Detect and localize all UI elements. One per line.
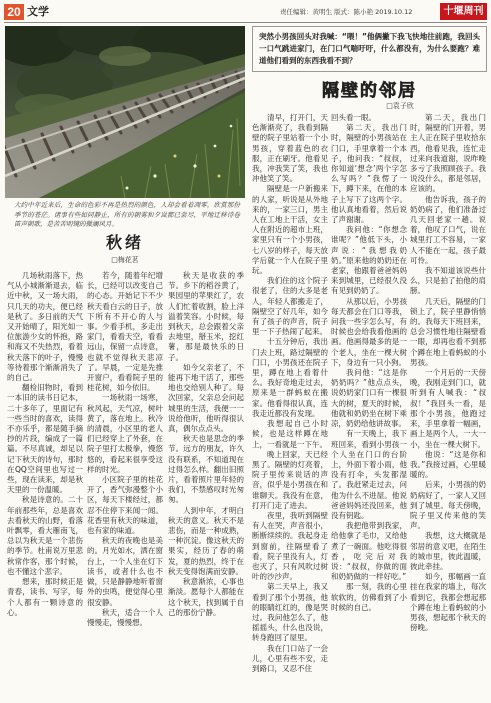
article-title: 隔壁的邻居 bbox=[322, 81, 417, 101]
paragraph: 秋天的夜晚也是美的。月光如水，洒在窗台上，一个人坐在灯下读书，或者什么也不做，只是静静地听着窗外的虫鸣，便觉得心里很安静。 bbox=[87, 536, 163, 607]
paragraph: 我们住的这个院子很老了，住的大多是老人，年轻人都搬走了，隔壁空了好几年，如今有了孩子的声音，院子里一下子热闹了起来。 bbox=[252, 276, 328, 337]
paragraph: 我在门口站了一会儿，心里有些不安，走到路口，又忍不住 bbox=[252, 643, 328, 673]
paragraph: 如今，那幅画一直挂在我家的墙上，每次看到它，我都会想起那个蹲在地上看蚂蚁的小男孩，想起那个秋天的傍晚。 bbox=[410, 572, 486, 633]
editor-info: 责任编辑：黄明生 版式：陈小艳 2019.10.12 bbox=[280, 8, 413, 16]
paragraph: 一个月后的一天傍晚，我刚走到门口，就听到有人喊我：“叔叔！”我回头一看，是那个小男孩，他跑过来，手里拿着一幅画，画上是两个人，一大一小，坐在一棵大树下。 bbox=[410, 368, 486, 449]
paragraph: 回头看一眼。 bbox=[331, 113, 376, 122]
publication-masthead: 十堰周刊 bbox=[440, 3, 487, 20]
paragraph: 我把他带到我家，给他拿了毛巾，又给他煮了一碗面。他吃得很香，吃完后对我说：“叔叔，你做的面和奶奶做的一样好吃。” bbox=[331, 521, 407, 582]
paragraph: 若今，随着年纪增长，已经可以改变自己的心态。开始记下不少秋天看白云的日子，放下所有不开心的人与事。少看手机，多走出家门，看看天空，看看远山，保留一点诗意，也就不觉得秋天悲凉了。早晨，一定是先推开窗户，看看院子里的桂花树，如今依旧。 bbox=[87, 271, 163, 393]
paragraph: 第二天，我出门时，隔壁的门开着，男主人正在院子里收拾东西，他看见我，连忙走过来向我道谢，说昨晚多亏了我照顾孩子。我说没什么，都是邻居，应该的。 bbox=[410, 113, 486, 194]
paragraph: 晚上回家，天已经黑了。隔壁的灯亮着，院子里传来说话的声音，似乎是小男孩在和谁聊天。我没有在意，打开门走了进去。 bbox=[252, 449, 328, 510]
paragraph: 我问他：“这是你奶奶吗？”他点点头，说奶奶家门口有一棵很大的树，夏天的时候，他就和奶奶坐在树下乘凉，奶奶给他讲故事。 bbox=[331, 368, 407, 429]
paragraph: 人到中年，才明白秋天的意义。秋天不是悲伤，而是一种成熟，一种沉淀。像这秋天的果实，经历了春的萌发，夏的热烈，终于在秋天变得饱满而安静。 bbox=[168, 505, 244, 576]
paragraph: 清早，打开门，天色渐渐亮了，我看到隔壁的院子里站着一个小男孩，穿着蓝色的衣服，正在刷牙。他看见我，冲我笑了笑，我也冲他笑了笑。 bbox=[252, 113, 328, 184]
paragraph: 我问他：“你想念谁呢？”他低下头，小声说：“我想我奶奶。”原来他的奶奶还在老家，他跟着爸爸妈妈来到城里，已经很久没有见到奶奶了。 bbox=[331, 225, 407, 296]
paragraph: 有一天晚上，我下班回来，看到小男孩一个人坐在门口的台阶上，外面下着小雨，他没有打伞，头发都湿了。我赶紧走过去，问他为什么不进屋。他说爸爸妈妈还没回来，他没有钥匙。 bbox=[331, 429, 407, 520]
railway-photo bbox=[5, 26, 245, 198]
paragraph: 小区院子里的桂花开了，香气弥漫整个小区，每天下楼经过，都忍不住停下来闻一闻。花香里有秋天的味道，也有家的味道。 bbox=[87, 475, 163, 536]
paragraph: 秋是诗意的。二十年前那些年，总是喜欢去看秋天的山野，看落叶飘零，看大雁南飞，总以为秋天是一个悲伤的季节。杜甫说万里悲秋常作客，那个时候，也不懂这个悲字。 bbox=[7, 495, 83, 576]
article-column bbox=[331, 113, 407, 699]
paragraph: 秋天是收获的季节。乡下的稻谷黄了，果园里的苹果红了，农人们忙着收割，脸上洋溢着笑容。小时候，每到秋天，总会跟着父亲去地里，掰玉米，挖红薯，那是最快乐的日子。 bbox=[168, 271, 244, 362]
paragraph: 隔壁是一户新搬来的人家，听说是从外地来的，一家三口，男主人在工地上干活，女主人在附近的超市上班，家里只有一个小男孩，七八岁的样子，每天放学后就一个人在院子里玩。 bbox=[252, 184, 328, 276]
paragraph: 一场秋雨一场寒，秋风起，天气凉，树叶黄了，落在地上。秋冷的清晨，小区里的老人们已经穿上了外套，在院子里打太极拳，慢悠悠的，看起来很享受这样的时光。 bbox=[87, 393, 163, 474]
paragraph: 翻检旧物时，看到一本旧的读书日记本，二十多年了，里面记有一些当时的喜欢，读得不亦乐乎，都是随手摘抄的片段，编成了一篇篇。不尽真诚，却足以记下秋天的诗句，那时在QQ空间里也写过一些，现在读来，却是秋天里的一份温暖。 bbox=[7, 383, 83, 495]
article-author: □梅花茗 bbox=[111, 256, 139, 264]
section-label: 文学 bbox=[27, 5, 49, 18]
paragraph: 十五分钟后，我出门去上班，路过隔壁的门口，小男孩还在院子里，蹲在地上看着什么。我好奇地走过去，原来是一群蚂蚁在搬家。他看得很认真，连我走近都没有发现。 bbox=[252, 337, 328, 418]
paragraph: 几场秋雨落下，热气从小城渐渐退去，临近中秋，又一场大雨，只几天的功夫，便已经是秋了。多日前的天气又开始晴了，阳光如一位旅游少女的怀抱，路和海又不失热烈，看着秋天落下的叶子，慢慢等待着那个渐渐消失了的自己。 bbox=[7, 271, 83, 383]
article-column bbox=[87, 271, 163, 698]
article-column bbox=[7, 271, 83, 698]
paragraph: 我想起自己小时候，也是这样蹲在地上，一看就是一下午。 bbox=[252, 419, 328, 449]
paragraph: 如今父亲老了，不能再下地干活了，那些地也交给别人种了。每次回家，父亲总会问起城里的生活，我便一一说给他听，他听得很认真，偶尔点点头。 bbox=[168, 362, 244, 434]
paragraph: 我不知道该说些什么，只是拍了拍他的肩膀。 bbox=[410, 266, 486, 296]
paragraph: 从那以后，小男孩每天都会在门口等我，问我一些字怎么写，有时候也会给我看他画的画。他画得最多的是一个老人，坐在一棵大树下，身边有一只小狗。 bbox=[331, 296, 407, 367]
paragraph: 秋天，适合一个人慢慢走，慢慢想。 bbox=[87, 607, 163, 627]
header-rule bbox=[4, 22, 487, 23]
paragraph: 我想，这大概就是邻居的意义吧，在陌生的城市里，彼此温暖，彼此牵挂。 bbox=[410, 531, 486, 571]
paragraph: 后来，小男孩的奶奶病好了，一家人又回到了城里。每天傍晚，院子里又传来他的笑声。 bbox=[410, 480, 486, 531]
paragraph: 秋意渐浓，心事也渐淡。愿每个人都能在这个秋天，找到属于自己的那份宁静。 bbox=[168, 577, 244, 617]
page-number-badge: 20 bbox=[4, 4, 24, 20]
paragraph: 他告诉我，孩子的奶奶病了，他们准备过几天回老家一趟。说着，他叹了口气，说在城里打工不容易，一家人不能在一起，孩子最可怜。 bbox=[410, 194, 486, 265]
article-intro-box: 突然小男孩回头对我喊：“喂！”他俩撇下我飞快地往前跑，我回头一口气跳进家门，在门口气喘吁吁，什么都没有，为什么要跑？难道他们看到的东西我看不到？ bbox=[252, 26, 487, 72]
paragraph: 秋天也是思念的季节。远方的朋友，许久没有联系，不知道现在过得怎么样。翻出旧照片，看着照片里年轻的我们，不禁感叹时光匆匆。 bbox=[168, 434, 244, 505]
paragraph: 想来，那时候正是青春，读书、写字，每个人都有一颗诗意的心。 bbox=[7, 577, 83, 617]
paragraph: 第二天早上，我又看到了那个小男孩，他的眼睛红红的，像是哭过。我问他怎么了，他摇摇头，什么也没说，转身跑回了屋里。 bbox=[252, 582, 328, 643]
paragraph: 夜里，我听到隔壁有人在哭，声音很小，断断续续的。我起身走到窗前，往隔壁看了看，院子里没有人，灯也灭了，只有风吹过树叶的沙沙声。 bbox=[252, 510, 328, 582]
paragraph: 几天后，隔壁的门锁上了，院子里静悄悄的。我每天下班回来，总会习惯性地往隔壁看一眼，却再也看不到那个蹲在地上看蚂蚁的小男孩。 bbox=[410, 296, 486, 367]
paragraph: 第二天，我出门时，隔壁的小男孩站在门口，手里拿着一个本子，他问我：“叔叔，你知道‘想念’两个字怎么写吗？”我愣了一下，蹲下来，在他的本子上写下了这两个字。他认真地看着，然后说了声谢谢。 bbox=[331, 123, 407, 225]
article-column bbox=[168, 271, 244, 698]
article-column bbox=[252, 113, 328, 699]
paragraph: 他说：“这是你和我。”我接过画，心里暖暖的。 bbox=[410, 449, 486, 480]
article-author: □袁子欣 bbox=[386, 102, 414, 110]
photo-caption: 大约中年近来后，生命的色彩不再是热烈的颜色，人却会看着凋零，欣赏那份季节的苍茫。诸事有些如同静止，所有的朝雾和夕岚都已尝尽，平地迁移诗卷笛声朝歌，是苦苦明镜的微澜风月。 bbox=[14, 201, 240, 228]
paragraph: 那一刻，我的心里软软的，仿佛看到了小时候的自己。 bbox=[331, 582, 407, 612]
article-title: 秋绪 bbox=[105, 233, 144, 252]
article-column bbox=[410, 113, 486, 699]
